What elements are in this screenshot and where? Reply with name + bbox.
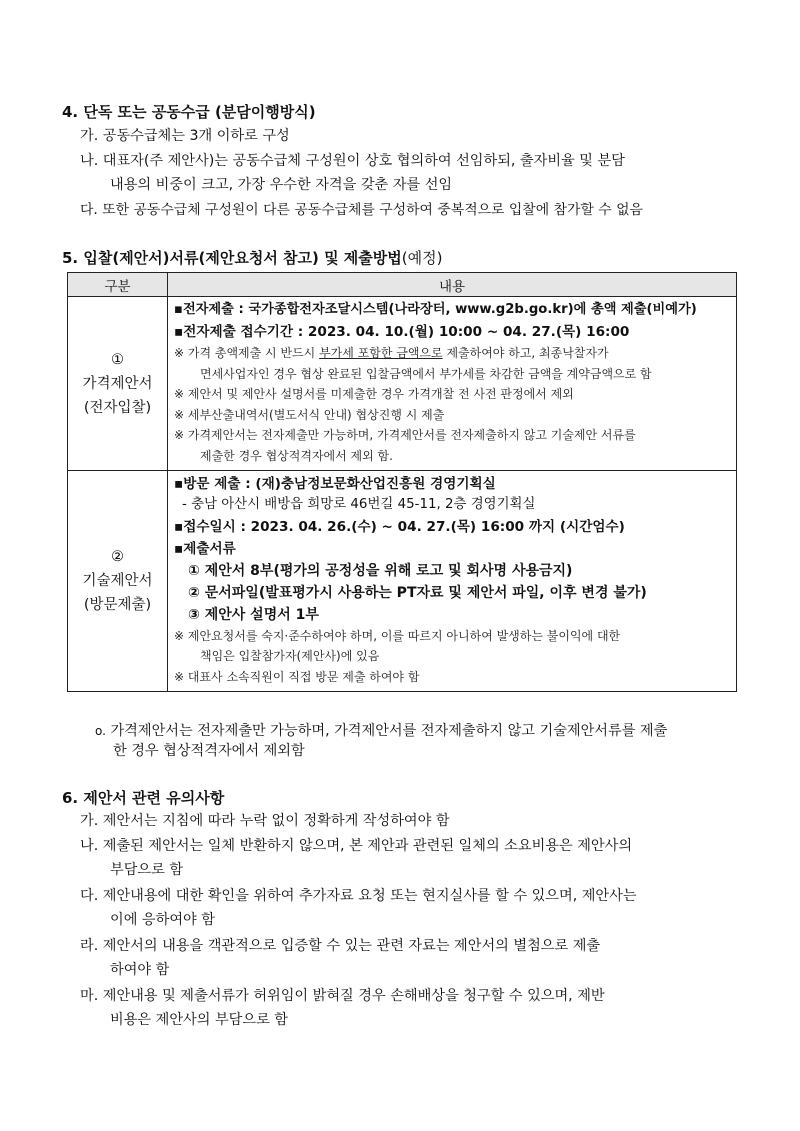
section-6-item-ra xyxy=(80,936,600,956)
note-breakdown: ※ 세부산출내역서(별도서식 안내) 협상진행 시 제출 xyxy=(174,407,445,422)
item-text: 제안내용 및 제출서류가 허위임이 밝혀질 경우 손해배상을 청구할 수 있으며, 제반 xyxy=(102,988,605,1004)
category-title: 기술제안서 xyxy=(82,573,153,589)
table-row-price-proposal xyxy=(68,297,737,471)
section-4-item-ga xyxy=(80,126,290,146)
section-5-note xyxy=(95,721,667,741)
visit-submission-line: ▪방문 제출 : (재)충남정보문화산업진흥원 경영기획실 xyxy=(174,476,496,492)
content-price-proposal xyxy=(168,297,737,471)
item-marker: 나. xyxy=(80,153,99,169)
submission-table xyxy=(67,272,737,692)
reception-period-line: ▪접수일시 : 2023. 04. 26.(수) ~ 04. 27.(목) 16:00 까지 (시간엄수) xyxy=(174,518,625,535)
electronic-period-line: ▪전자제출 접수기간 : 2023. 04. 10.(월) 10:00 ~ 04. 27.(목) 16:00 xyxy=(174,324,630,340)
item-marker: 다. xyxy=(80,888,99,904)
note-vat: ※ 가격 총액제출 시 반드시 부가세 포함한 금액으로 제출하여야 하고, 최종낙찰자가 xyxy=(174,346,609,360)
section-4-item-na xyxy=(80,151,625,171)
category-number: ① xyxy=(111,351,124,368)
category-tech-proposal xyxy=(68,471,168,692)
item-text: 대표자(주 제안사)는 공동수급체 구성원이 상호 협의하여 선임하되, 출자비율 및 분담 xyxy=(102,153,625,169)
note-comply-cont: 책임은 입찰참가자(제안사)에 있음 xyxy=(200,649,380,663)
item-text: 또한 공동수급체 구성원이 다른 공동수급체를 구성하여 중복적으로 입찰에 참가할 수 없음 xyxy=(102,202,643,218)
item-text: 제안서의 내용을 객관적으로 입증할 수 있는 관련 자료는 제안서의 별첨으로 제출 xyxy=(102,938,601,954)
section-4-item-da xyxy=(80,200,643,220)
section-6-item-ma-cont: 비용은 제안사의 부담으로 함 xyxy=(110,1012,288,1028)
note-electronic-only-cont: 제출한 경우 협상적격자에서 제외 함. xyxy=(200,448,393,463)
section-6-item-ra-cont: 하여야 함 xyxy=(110,962,170,978)
section-5-title-text: 5. 입찰(제안서)서류(제안요청서 참고) 및 제출방법 xyxy=(62,249,402,267)
item-marker: 마. xyxy=(80,988,99,1004)
section-5-title-suffix: (예정) xyxy=(401,249,443,267)
section-6-item-ma xyxy=(80,986,605,1006)
item-marker: 라. xyxy=(80,938,99,954)
category-price-proposal xyxy=(68,297,168,471)
item-marker: 나. xyxy=(80,838,99,854)
header-category: 구분 xyxy=(68,273,168,297)
section-4-item-na-cont: 내용의 비중이 크고, 가장 우수한 자격을 갖춘 자를 선임 xyxy=(110,177,453,193)
section-5-note-cont: 한 경우 협상적격자에서 제외함 xyxy=(113,743,305,759)
item-marker: 가. xyxy=(80,813,99,829)
note-direct-visit: ※ 대표사 소속직원이 직접 방문 제출 하여야 함 xyxy=(174,669,420,684)
section-4-title: 4. 단독 또는 공동수급 (분담이행방식) xyxy=(62,103,316,121)
category-title: 가격제안서 xyxy=(82,375,153,392)
document-item-1: ① 제안서 8부(평가의 공정성을 위해 로고 및 회사명 사용금지) xyxy=(188,562,573,579)
electronic-submission-line: ▪전자제출 : 국가종합전자조달시스템(나라장터, www.g2b.go.kr)에 총액 제출(비예가) xyxy=(174,302,697,317)
item-text: 공동수급체는 3개 이하로 구성 xyxy=(102,128,290,144)
item-marker: 다. xyxy=(80,202,98,218)
item-text: 제출된 제안서는 일체 반환하지 않으며, 본 제안과 관련된 일체의 소요비용은 제안사의 xyxy=(102,838,633,854)
section-6-item-na xyxy=(80,836,632,856)
section-6-item-da xyxy=(80,886,637,906)
note-text: 가격제안서는 전자제출만 가능하며, 가격제안서를 전자제출하지 않고 기술제안서류를 제출 xyxy=(110,723,668,739)
item-marker: 가. xyxy=(80,128,99,144)
note-missing-proposal: ※ 제안서 및 제안사 설명서를 미제출한 경우 가격개찰 전 사전 판정에서 제외 xyxy=(174,387,574,401)
table-header-row xyxy=(68,273,737,297)
section-6-title: 6. 제안서 관련 유의사항 xyxy=(62,789,225,807)
category-number: ② xyxy=(111,549,124,565)
section-6-item-ga xyxy=(80,811,450,831)
note-electronic-only: ※ 가격제안서는 전자제출만 가능하며, 가격제안서를 전자제출하지 않고 기술제안 서류를 xyxy=(174,428,636,442)
content-tech-proposal xyxy=(168,471,737,692)
item-text: 제안내용에 대한 확인을 위하여 추가자료 요청 또는 현지실사를 할 수 있으며, 제안사는 xyxy=(102,888,637,904)
note-comply: ※ 제안요청서를 숙지·준수하여야 하며, 이를 따르지 아니하여 발생하는 불이익에 대한 xyxy=(174,628,621,643)
section-6-item-na-cont: 부담으로 함 xyxy=(110,862,184,878)
visit-address-line: - 충남 아산시 배방읍 희망로 46번길 45-11, 2층 경영기획실 xyxy=(182,497,536,512)
header-content: 내용 xyxy=(168,273,737,297)
table-row-tech-proposal xyxy=(68,471,737,692)
section-5-title xyxy=(62,247,442,268)
category-subtitle: (방문제출) xyxy=(83,597,152,613)
document-item-3: ③ 제안사 설명서 1부 xyxy=(188,606,319,623)
category-subtitle: (전자입찰) xyxy=(83,399,152,416)
note-marker: o. xyxy=(95,724,106,738)
item-text: 제안서는 지침에 따라 누락 없이 정확하게 작성하여야 함 xyxy=(102,813,450,829)
note-vat-cont: 면세사업자인 경우 협상 완료된 입찰금액에서 부가세를 차감한 금액을 계약금액으로 함 xyxy=(200,366,652,381)
document-item-2: ② 문서파일(발표평가시 사용하는 PT자료 및 제안서 파일, 이후 변경 불가) xyxy=(188,584,647,601)
section-6-item-da-cont: 이에 응하여야 함 xyxy=(110,912,215,928)
documents-heading: ▪제출서류 xyxy=(174,540,236,557)
